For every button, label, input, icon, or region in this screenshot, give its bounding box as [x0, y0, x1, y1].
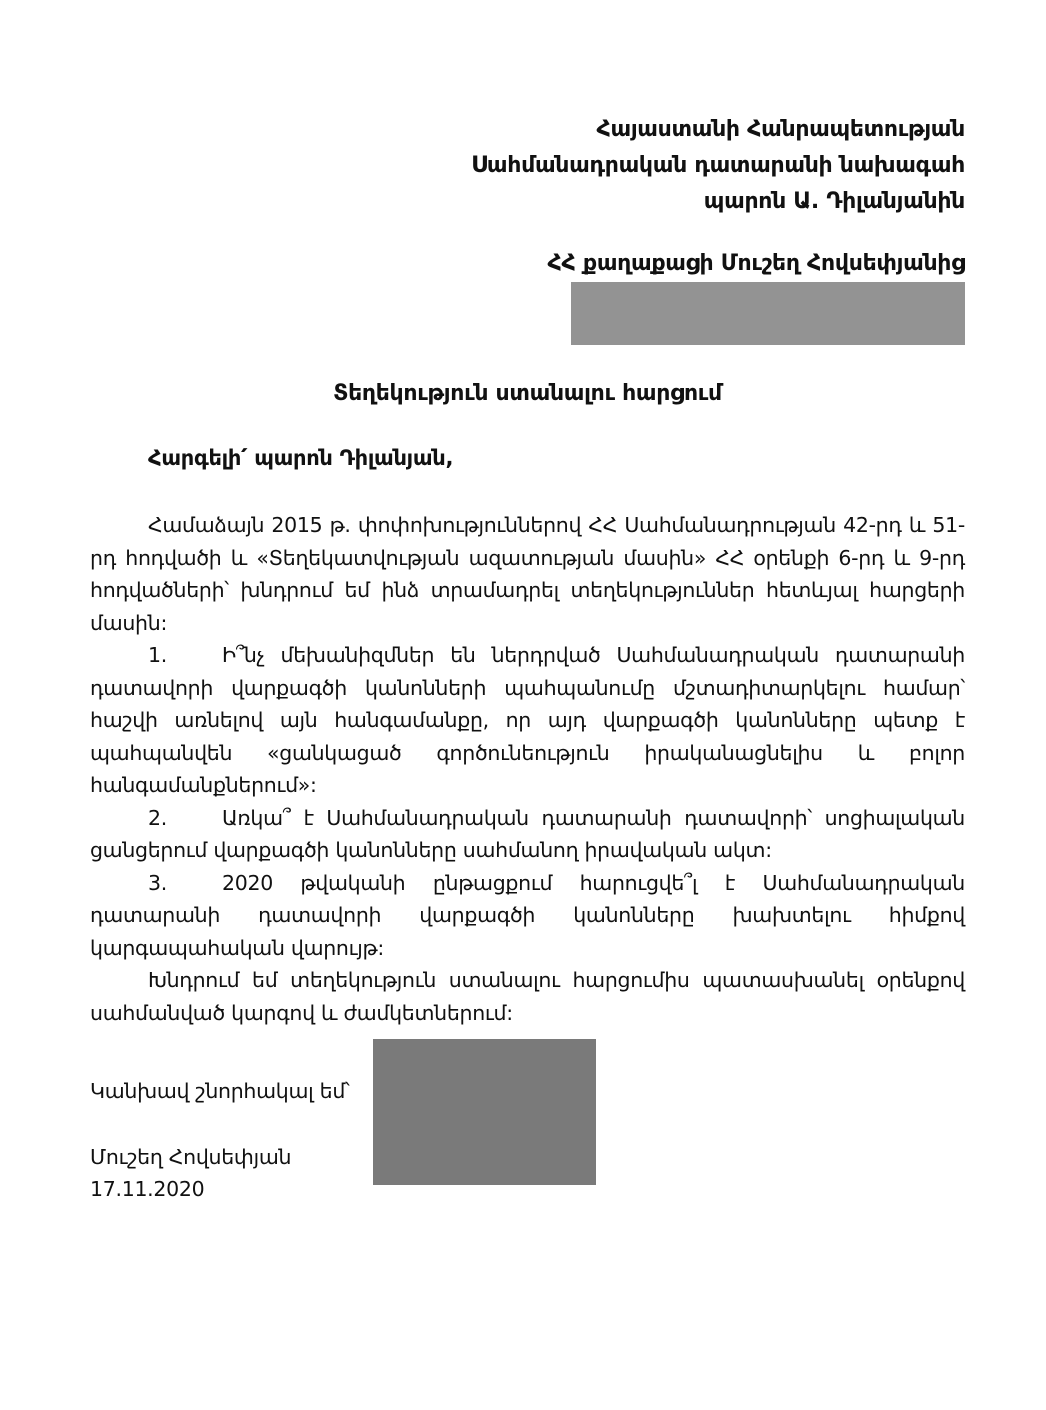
item-text-2: Առկա՞ է Սահմանադրական դատարանի դատավորի՝ սոցիալական ցանցերում վարքագծի կանոնները սահմանող իրավական ակտ: [90, 805, 965, 862]
item-text-1: Ի՞նչ մեխանիզմներ են ներդրված Սահմանադրական դատարանի դատավորի վարքագծի կանոնների պահպանումը մշտադիտարկելու համար՝ հաշվի առնելով այն հանգամանքը, որ այդ վարքագծի կանոնները պետք է պահպանվեն «ցանկացած գործունեություն իրականացնելիս և բոլոր հանգամանքներում»: [90, 643, 965, 797]
question-item-2 [90, 802, 965, 867]
intro-paragraph: Համաձայն 2015 թ. փոփոխություններով ՀՀ Սահմանադրության 42-րդ և 51-րդ հոդվածի և «Տեղեկատվության ազատության մասին» ՀՀ օրենքի 6-րդ և 9-րդ հոդվածների՝ խնդրում եմ ինձ տրամադրել տեղեկություններ հետևյալ հարցերի մասին: [90, 513, 965, 635]
document-title: Տեղեկություն ստանալու հարցում [333, 381, 722, 406]
redacted-contact-box [571, 282, 965, 345]
question-item-1 [90, 639, 965, 802]
item-text-3: 2020 թվականի ընթացքում հարուցվե՞լ է Սահմանադրական դատարանի դատավորի վարքագծի կանոնները խախտելու հիմքով կարգապահական վարույթ: [90, 870, 965, 960]
letter-body [90, 509, 965, 1029]
item-number-2: 2. [148, 805, 167, 830]
question-item-3 [90, 867, 965, 965]
redacted-signature-box [373, 1039, 596, 1185]
item-number-1: 1. [148, 643, 167, 667]
signature-date: 17.11.2020 [90, 1177, 205, 1201]
sender-line: ՀՀ քաղաքացի Մուշեղ Հովսեփյանից [547, 251, 965, 276]
signature-section [90, 1035, 965, 1235]
recipient-line-2: Սահմանադրական դատարանի նախագահ [471, 153, 965, 178]
closing-paragraph: Խնդրում եմ տեղեկություն ստանալու հարցումիս պատասխանել օրենքով սահմանված կարգով և ժամկետներում: [90, 968, 965, 1025]
salutation: Հարգելի՛ պարոն Դիլանյան, [148, 446, 454, 470]
signer-name: Մուշեղ Հովսեփյան [90, 1144, 292, 1169]
item-number-3: 3. [148, 870, 167, 895]
thanks-line: Կանխավ շնորհակալ եմ՝ [90, 1079, 350, 1103]
recipient-block [90, 112, 965, 220]
recipient-line-1: Հայաստանի Հանրապետության [596, 117, 965, 142]
recipient-line-3: պարոն Ա. Դիլանյանին [703, 189, 965, 214]
